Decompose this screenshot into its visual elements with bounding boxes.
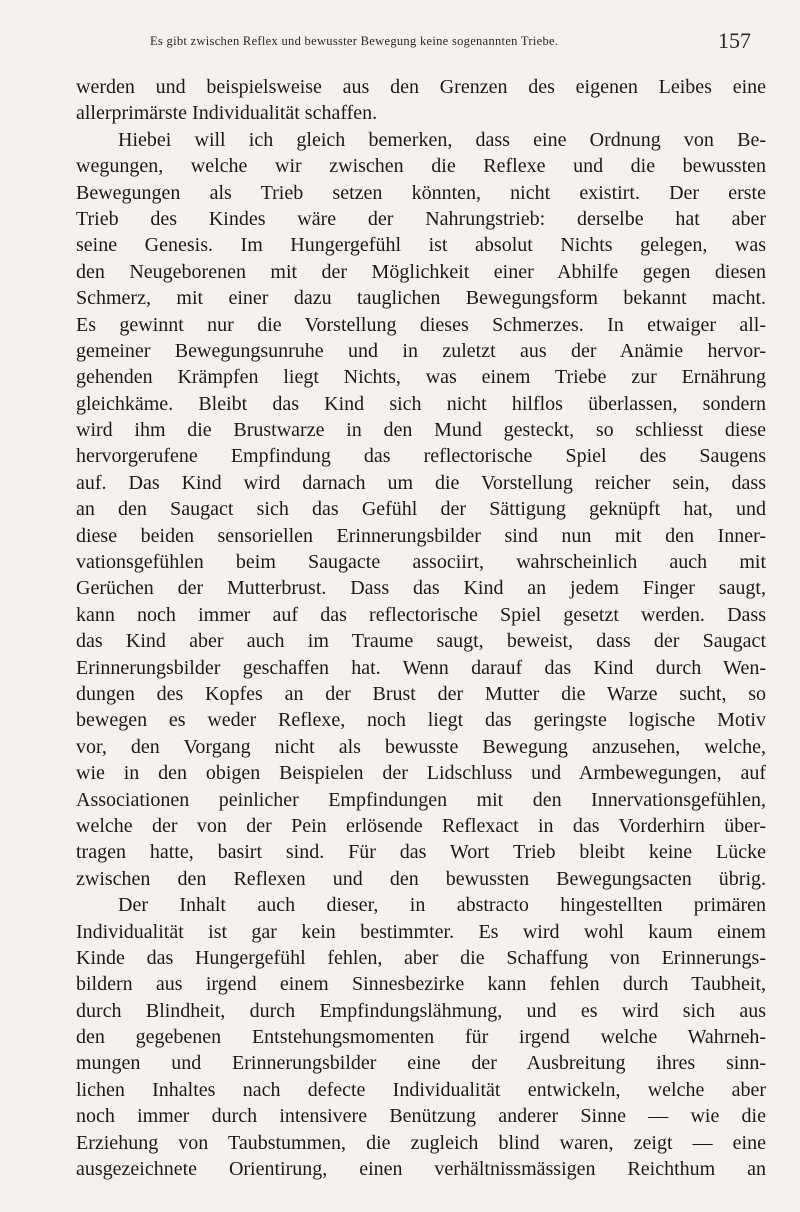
running-header: Es gibt zwischen Reflex und bewusster Bewegung keine sogenannten Triebe. <box>150 34 559 48</box>
page-number: 157 <box>718 28 751 53</box>
text-line: allerprimärste Individualität schaffen. <box>76 102 378 125</box>
text-line: vationsgefühlen beim Saugacte associirt, wahrscheinlich auch mit <box>76 551 766 574</box>
text-line: noch immer durch intensivere Benützung anderer Sinne — wie die <box>76 1105 766 1128</box>
text-line: diese beiden sensoriellen Erinnerungsbilder sind nun mit den Inner- <box>76 524 766 547</box>
text-line: gemeiner Bewegungsunruhe und in zuletzt aus der Anämie hervor- <box>76 339 766 362</box>
text-line: Der Inhalt auch dieser, in abstracto hingestellten primären <box>118 894 766 917</box>
text-line: Bewegungen als Trieb setzen könnten, nicht existirt. Der erste <box>76 181 766 204</box>
text-line: mungen und Erinnerungsbilder eine der Ausbreitung ihres sinn- <box>76 1052 766 1075</box>
text-line: seine Genesis. Im Hungergefühl ist absolut Nichts gelegen, was <box>76 234 766 257</box>
text-line: bildern aus irgend einem Sinnesbezirke kann fehlen durch Taubheit, <box>76 973 766 996</box>
text-line: ausgezeichnete Orientirung, einen verhältnissmässigen Reichthum an <box>76 1158 766 1181</box>
text-line: Es gewinnt nur die Vorstellung dieses Schmerzes. In etwaiger all- <box>76 313 766 336</box>
text-line: Erziehung von Taubstummen, die zugleich blind waren, zeigt — eine <box>76 1131 766 1154</box>
text-line: Hiebei will ich gleich bemerken, dass eine Ordnung von Be- <box>118 128 766 151</box>
text-line: Individualität ist gar kein bestimmter. Es wird wohl kaum einem <box>76 920 766 943</box>
text-line: den Neugeborenen mit der Möglichkeit einer Abhilfe gegen diesen <box>76 260 766 283</box>
text-line: Trieb des Kindes wäre der Nahrungstrieb: derselbe hat aber <box>76 207 766 230</box>
text-line: vor, den Vorgang nicht als bewusste Bewegung anzusehen, welche, <box>76 735 766 758</box>
text-line: werden und beispielsweise aus den Grenzen des eigenen Leibes eine <box>76 76 766 98</box>
text-line: dungen des Kopfes an der Brust der Mutter die Warze sucht, so <box>76 682 766 705</box>
text-line: welche der von der Pein erlösende Reflexact in das Vorderhirn über- <box>76 814 766 837</box>
text-line: Erinnerungsbilder geschaffen hat. Wenn darauf das Kind durch Wen- <box>76 656 766 679</box>
text-line: gehenden Krämpfen liegt Nichts, was einem Triebe zur Ernährung <box>76 366 766 389</box>
text-line: zwischen den Reflexen und den bewussten Bewegungsacten übrig. <box>76 867 766 890</box>
text-line: lichen Inhaltes nach defecte Individualität entwickeln, welche aber <box>76 1078 766 1101</box>
text-line: bewegen es weder Reflexe, noch liegt das geringste logische Motiv <box>76 709 766 732</box>
text-line: hervorgerufene Empfindung das reflectorische Spiel des Saugens <box>76 445 766 468</box>
text-line: kann noch immer auf das reflectorische Spiel gesetzt werden. Dass <box>76 603 766 626</box>
text-line: an den Saugact sich das Gefühl der Sättigung geknüpft hat, und <box>76 498 766 521</box>
text-line: durch Blindheit, durch Empfindungslähmung, und es wird sich aus <box>76 999 766 1022</box>
text-line: Gerüchen der Mutterbrust. Dass das Kind an jedem Finger saugt, <box>76 577 766 600</box>
text-line: das Kind aber auch im Traume saugt, beweist, dass der Saugact <box>76 630 766 653</box>
body-text <box>76 74 766 1182</box>
text-line: Schmerz, mit einer dazu tauglichen Bewegungsform bekannt macht. <box>76 287 766 310</box>
text-line: gleichkäme. Bleibt das Kind sich nicht hilflos überlassen, sondern <box>76 392 766 415</box>
text-line: Associationen peinlicher Empfindungen mit den Innervationsgefühlen, <box>76 788 766 811</box>
text-line: den gegebenen Entstehungsmomenten für irgend welche Wahrneh- <box>76 1026 766 1049</box>
text-line: Kinde das Hungergefühl fehlen, aber die Schaffung von Erinnerungs- <box>76 946 766 969</box>
text-line: wird ihm die Brustwarze in den Mund gesteckt, so schliesst diese <box>76 419 766 442</box>
text-line: wie in den obigen Beispielen der Lidschluss und Armbewegungen, auf <box>76 762 766 785</box>
text-line: wegungen, welche wir zwischen die Reflexe und die bewussten <box>76 155 766 178</box>
text-line: auf. Das Kind wird darnach um die Vorstellung reicher sein, dass <box>76 471 766 494</box>
text-line: tragen hatte, basirt sind. Für das Wort Trieb bleibt keine Lücke <box>76 841 766 864</box>
